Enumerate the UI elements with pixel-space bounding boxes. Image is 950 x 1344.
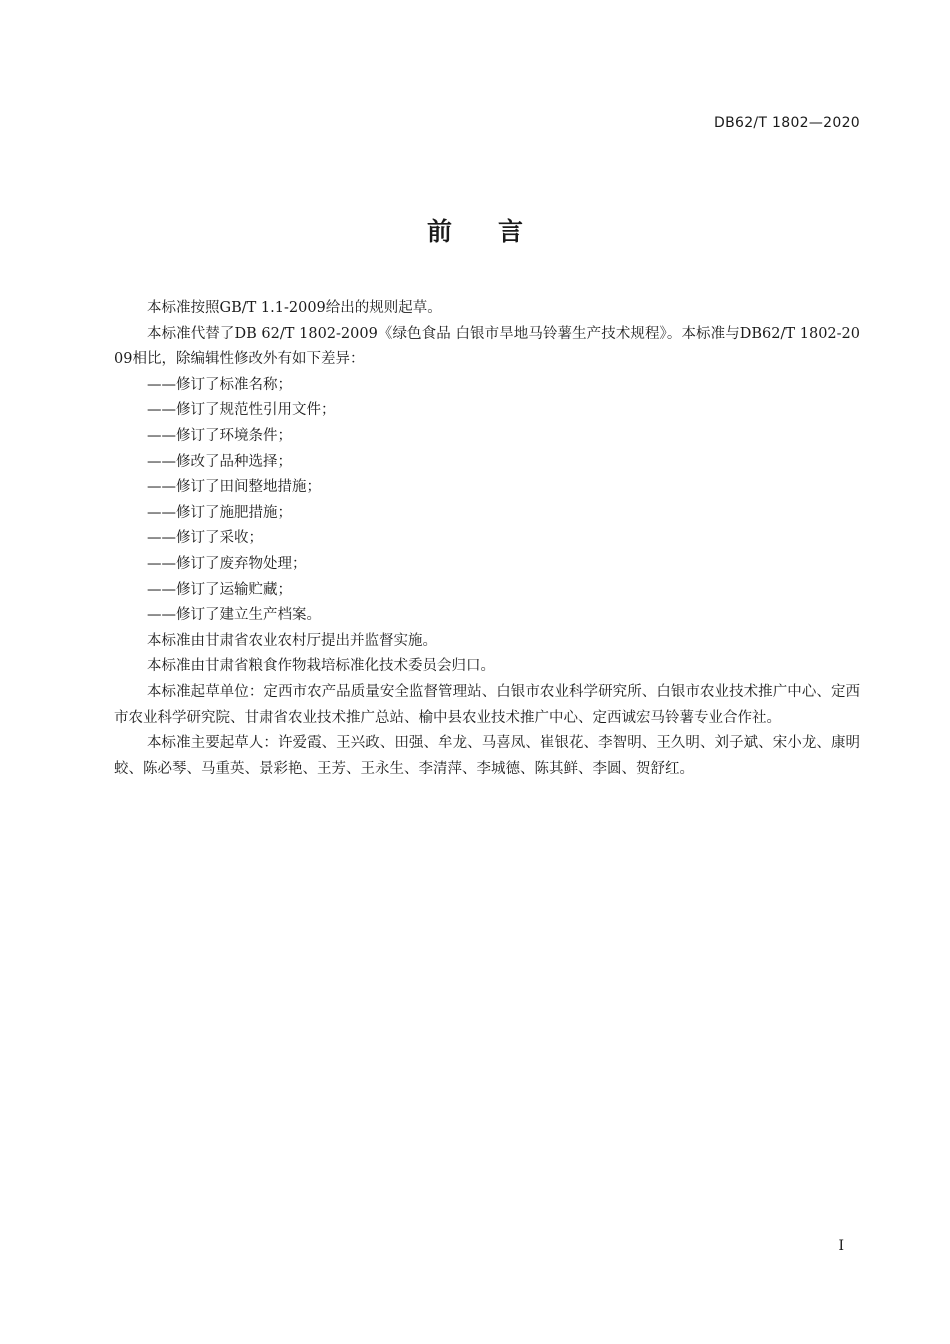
list-item: ——修订了采收； [147,530,263,547]
list-item: ——修订了环境条件； [147,427,292,444]
page-title: 前言 [426,217,569,246]
list-item: ——修订了标准名称； [147,376,292,393]
list-item: ——修订了规范性引用文件； [147,402,336,419]
list-item: ——修改了品种选择； [147,453,292,470]
page-number: I [838,1238,844,1254]
list-item: ——修订了建立生产档案。 [147,607,321,624]
paragraph: 本标准主要起草人：许爱霞、王兴政、田强、牟龙、马喜凤、崔银花、李智明、王久明、刘子斌、宋小龙、康明蛟、陈必琴、马重英、景彩艳、王芳、王永生、李清萍、李城德、陈其鲜、李圆、贺舒红。 [114,735,860,777]
paragraph: 本标准由甘肃省农业农村厅提出并监督实施。 [147,632,437,649]
list-item: ——修订了田间整地措施； [147,479,321,496]
list-item: ——修订了施肥措施； [147,504,292,521]
list-item: ——修订了运输贮藏； [147,581,292,598]
paragraph: 本标准起草单位：定西市农产品质量安全监督管理站、白银市农业科学研究所、白银市农业技术推广中心、定西市农业科学研究院、甘肃省农业技术推广总站、榆中县农业技术推广中心、定西诚宏马铃薯专业合作社。 [114,683,860,726]
list-item: ——修订了废弃物处理； [147,555,307,572]
paragraph: 本标准由甘肃省粮食作物栽培标准化技术委员会归口。 [147,658,495,675]
paragraph: 本标准按照GB/T 1.1-2009给出的规则起草。 [147,300,442,316]
standard-code: DB62/T 1802—2020 [714,115,860,131]
paragraph: 本标准代替了DB 62/T 1802-2009《绿色食品 白银市旱地马铃薯生产技术规程》。本标准与DB62/T 1802-2009相比，除编辑性修改外有如下差异： [114,325,860,368]
foreword-body [114,296,860,782]
